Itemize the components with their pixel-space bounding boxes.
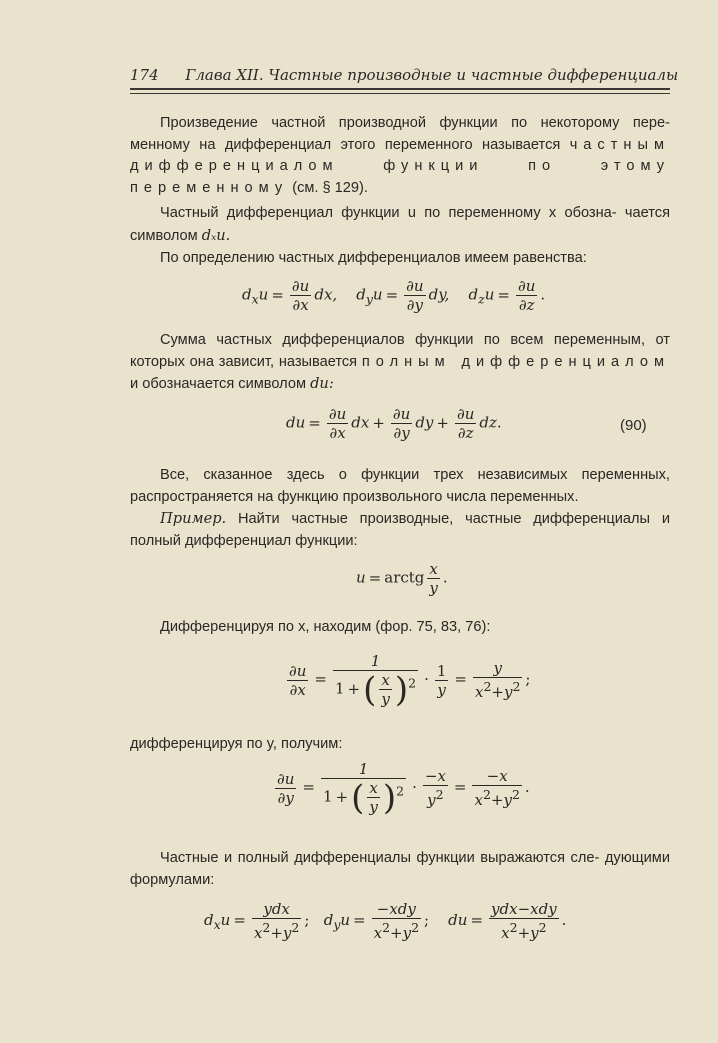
running-header	[130, 66, 678, 84]
equation-number: (90)	[620, 417, 647, 434]
page-number: 174	[130, 66, 159, 84]
header-rule-thin	[130, 93, 670, 94]
header-rule	[130, 88, 670, 90]
paragraph-generalization: Все, сказанное здесь о функции трех независимых переменных, распространяется на функцию произвольного числа переменных.	[130, 467, 670, 505]
term-partial: частным	[569, 136, 670, 153]
example-label: Пример.	[160, 510, 227, 527]
formula-partial-differentials: $d_xu$ = $\frac{\partial u}{\partial x}$ dx, $d_yu$ = $\frac{\partial u}{\partial y}$ dy, $d_zu$ = $\frac{\partial u}{\partial z}$ .	[242, 277, 546, 314]
paragraph-differentiate-x: Дифференцируя по x, находим (фор. 75, 83, 76):	[160, 619, 491, 635]
term-total-differential: полным дифференциалом	[361, 353, 671, 370]
term-differential-by-variable: дифференциалом функции по этому переменному	[130, 158, 670, 196]
formula-partial-x: $\frac{\partial u}{\partial x}$ = 1 1 +( $\frac{x}{y}$ )$^2$ · $\frac{1}{y}$ = $\frac{y}{x^2+y^2}$ ;	[289, 652, 531, 710]
paragraph-total-differential: Сумма частных дифференциалов функции по всем переменным, от которых она зависит, называется полным дифференциалом и обозначается символом du:	[130, 332, 671, 392]
chapter-title: Глава XII. Частные производные и частные дифференциалы	[185, 66, 679, 84]
formula-final-differentials: $d_xu$ = ydx $x^2+y^2$ ; $d_yu$ = −xdy $x^2+y^2$ ; du = ydx−xdy $x^2+y^2$ .	[204, 900, 567, 942]
symbol-dxu: dₓu.	[201, 226, 231, 244]
paragraph-definition-partial-differential: Произведение частной производной функции по некоторому пере- менному на дифференциал этого переменного называется частным дифференциалом функции по этому переменному (см. § 129).	[130, 115, 670, 196]
paragraph-final-differentials: Частные и полный дифференциалы функции выражаются сле- дующими формулами:	[130, 850, 670, 888]
paragraph-partial-notation: Частный дифференциал функции u по переменному x обозна- чается символом dₓu.	[130, 205, 670, 244]
paragraph-differentiate-y: дифференцируя по y, получим:	[130, 736, 343, 752]
symbol-du: du:	[310, 375, 334, 392]
paragraph-by-definition: По определению частных дифференциалов имеем равенства:	[160, 250, 587, 266]
formula-function-arctg: u = arctg $\frac{x}{y}$ .	[356, 560, 448, 597]
formula-total-differential: du = $\frac{\partial u}{\partial x}$ dx + $\frac{\partial u}{\partial y}$ dy + $\frac{\partial u}{\partial z}$ dz.	[286, 405, 502, 442]
formula-partial-y: $\frac{\partial u}{\partial y}$ = 1 1 +( $\frac{x}{y}$ )$^2$ · $\frac{-x}{y^2}$ = $\frac{-x}{x^2+y^2}$ .	[277, 760, 530, 818]
paragraph-example: Пример. Найти частные производные, частные дифференциалы и полный дифференциал функции:	[130, 510, 670, 549]
